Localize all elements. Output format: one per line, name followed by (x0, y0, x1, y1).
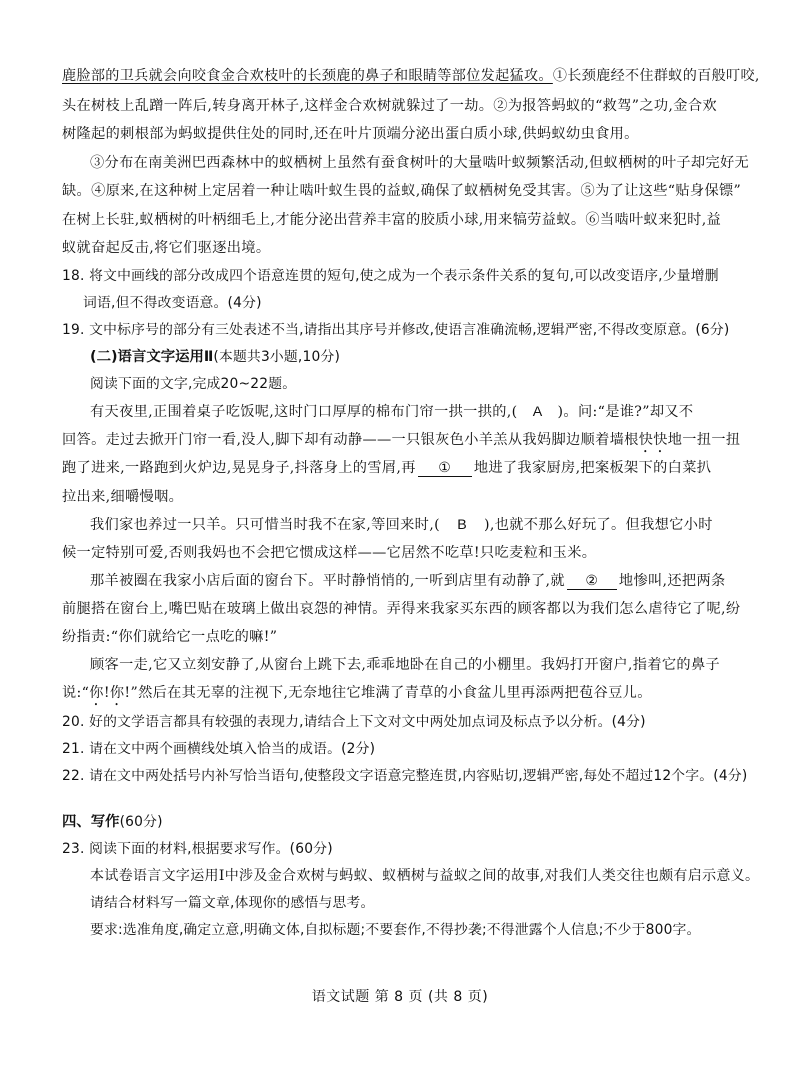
question-23-requirements: 要求:选准角度,确定立意,明确文体,自拟标题;不要套作,不得抄袭;不得泄露个人信息;不少于800字。 (90, 922, 701, 938)
passage-text: 地进了我家厨房,把案板架下的白菜扒 (473, 460, 712, 476)
section-4-title: 四、写作 (62, 814, 120, 830)
underlined-sentence: 鹿脸部的卫兵就会向咬食金合欢枝叶的长颈鹿的鼻子和眼睛等部位发起猛攻。 (62, 68, 553, 84)
passage-text: 地惨叫,还把两条 (618, 573, 726, 589)
passage2-p3-line2: 前腿搭在窗台上,嘴巴贴在玻璃上做出哀怨的神情。弄得来我家买东西的顾客都以为我们怎么虐待它了呢,纷 (62, 601, 741, 617)
passage2-p3-line3: 纷指责:“你们就给它一点吃的嘛!” (62, 629, 278, 645)
question-21: 21. 请在文中两个画横线处填入恰当的成语。(2分) (62, 741, 376, 757)
passage2-p2-line1 (90, 515, 713, 535)
passage-line-7: 蚁就奋起反击,将它们驱逐出境。 (62, 240, 271, 256)
passage-text: )。问:“是谁?”却又不 (557, 404, 694, 420)
dotted-word-1: 快快 (638, 432, 668, 448)
question-23-task: 请结合材料写一篇文章,体现你的感悟与思考。 (90, 895, 375, 911)
section-4-heading (62, 812, 163, 832)
passage-text: ”然后在其无辜的注视下,无奈地往它堆满了青草的小食盆儿里再添两把苞谷豆儿。 (130, 685, 652, 701)
question-23-material: 本试卷语言文字运用Ⅰ中涉及金合欢树与蚂蚁、蚁栖树与益蚁之间的故事,对我们人类交往也颇有启示意义。 (90, 868, 760, 884)
question-19: 19. 文中标序号的部分有三处表述不当,请指出其序号并修改,使语言准确流畅,逻辑严密,不得改变原意。(6分) (62, 322, 730, 338)
passage2-p1-line3 (62, 458, 711, 478)
passage2-p4-line2 (62, 683, 652, 707)
blank-paren-a: A (532, 404, 543, 420)
passage2-p1-line1 (90, 402, 693, 422)
section-2-title: (二)语言文字运用Ⅱ (90, 349, 214, 365)
passage2-p4-line1: 顾客一走,它又立刻安静了,从窗台上跳下去,乖乖地卧在自己的小棚里。我妈打开窗户,指着它的鼻子 (90, 657, 721, 673)
passage-text: ),也就不那么好玩了。但我想它小时 (483, 517, 713, 533)
question-20: 20. 好的文学语言都具有较强的表现力,请结合上下文对文中两处加点词及标点予以分析。(4分) (62, 714, 646, 730)
passage2-p3-line1 (90, 571, 726, 591)
page-footer: 语文试题 第 8 页 (共 8 页) (311, 989, 489, 1005)
section-2-heading (90, 347, 340, 367)
passage-line-2: 头在树枝上乱蹭一阵后,转身离开林子,这样金合欢树就躲过了一劫。②为报答蚂蚁的“救驾”之功,金合欢 (62, 98, 717, 114)
passage-text: 我们家也养过一只羊。只可惜当时我不在家,等回来时,( (90, 517, 440, 533)
passage-text: 地一扭一扭 (667, 432, 741, 448)
passage-text: 有天夜里,正围着桌子吃饭呢,这时门口厚厚的棉布门帘一拱一拱的,( (90, 404, 518, 420)
question-23: 23. 阅读下面的材料,根据要求写作。(60分) (62, 841, 333, 857)
passage-text: 那羊被圈在我家小店后面的窗台下。平时静悄悄的,一听到店里有动静了,就 (90, 573, 565, 589)
passage-text: ①长颈鹿经不住群蚁的百般叮咬, (552, 68, 760, 84)
section-4-note: (60分) (119, 814, 163, 830)
passage2-p1-line2 (62, 430, 740, 454)
passage-text: 回答。走过去掀开门帘一看,没人,脚下却有动静——一只银灰色小羊羔从我妈脚边顺着墙根 (62, 432, 639, 448)
passage-text: 说:“ (62, 685, 90, 701)
blank-1: ① (418, 460, 472, 477)
passage-line-1 (62, 66, 760, 86)
passage2-p1-line4: 拉出来,细嚼慢咽。 (62, 489, 184, 505)
section-2-note: (本题共3小题,10分) (213, 349, 341, 365)
blank-2: ② (567, 573, 617, 590)
passage-line-3: 树隆起的刺根部为蚂蚁提供住处的同时,还在叶片顶端分泌出蛋白质小球,供蚂蚁幼虫食用。 (62, 126, 639, 142)
question-22: 22. 请在文中两处括号内补写恰当语句,使整段文字语意完整连贯,内容贴切,逻辑严密,每处不超过12个字。(4分) (62, 768, 748, 784)
passage-text: 跑了进来,一路跑到火炉边,晃晃身子,抖落身上的雪屑,再 (62, 460, 416, 476)
question-18-cont: 词语,但不得改变语意。(4分) (83, 295, 262, 311)
section-2-instruction: 阅读下面的文字,完成20~22题。 (90, 376, 297, 392)
passage-line-4: ③分布在南美洲巴西森林中的蚁栖树上虽然有蚕食树叶的大量啮叶蚁频繁活动,但蚁栖树的叶子却完好无 (90, 155, 750, 171)
dotted-word-2: 你!你! (89, 685, 131, 701)
passage-line-6: 在树上长驻,蚁栖树的叶柄细毛上,才能分泌出营养丰富的胶质小球,用来犒劳益蚁。⑥当啮叶蚁来犯时,益 (62, 212, 722, 228)
question-18: 18. 将文中画线的部分改成四个语意连贯的短句,使之成为一个表示条件关系的复句,可以改变语序,少量增删 (62, 268, 719, 284)
blank-paren-b: B (457, 517, 467, 533)
passage-line-5: 缺。④原来,在这种树上定居着一种让啮叶蚁生畏的益蚁,确保了蚁栖树免受其害。⑤为了让这些“贴身保镖” (62, 183, 742, 199)
passage2-p2-line2: 候一定特别可爱,否则我妈也不会把它惯成这样——它居然不吃草!只吃麦粒和玉米。 (62, 545, 597, 561)
